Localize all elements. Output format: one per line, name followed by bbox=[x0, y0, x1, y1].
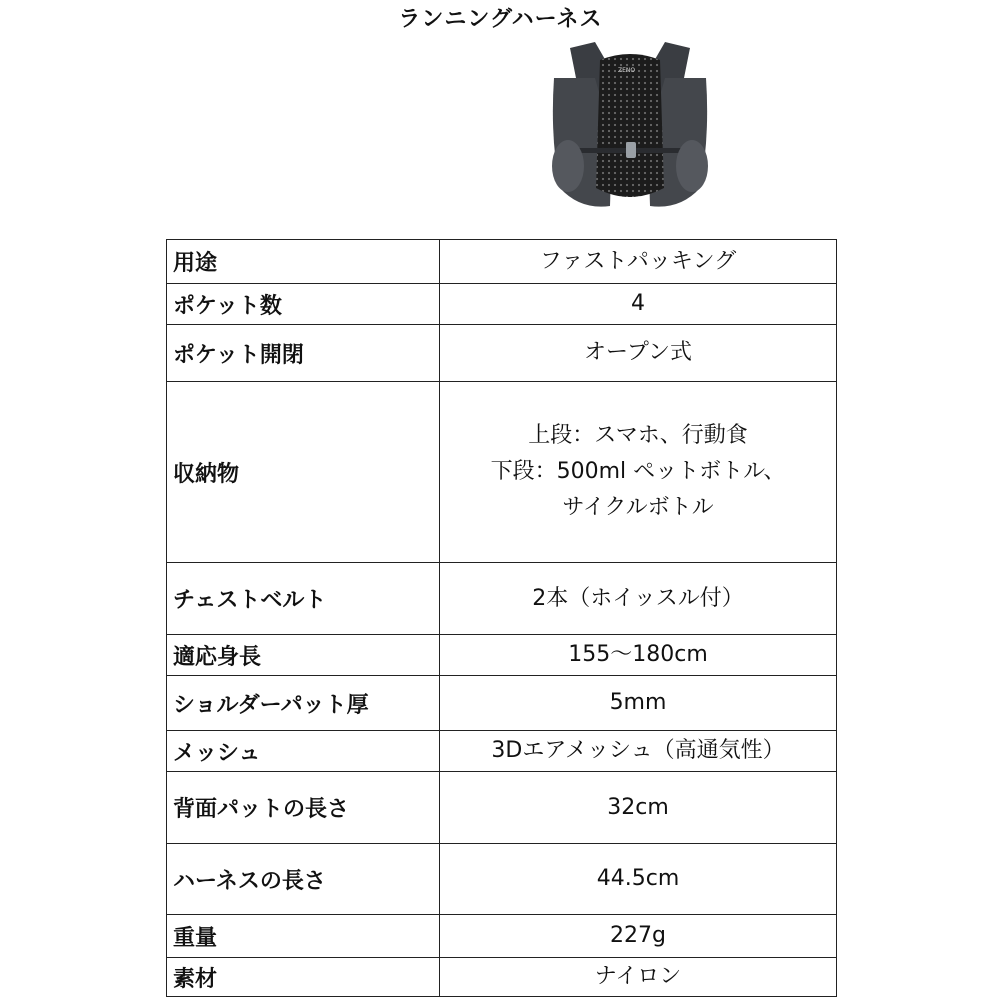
table-row bbox=[167, 284, 837, 325]
row-label: 用途 bbox=[167, 240, 440, 284]
row-label: ハーネスの長さ bbox=[167, 844, 440, 915]
row-value: 44.5cm bbox=[440, 844, 837, 915]
table-row bbox=[167, 772, 837, 844]
page-title: ランニングハーネス bbox=[398, 7, 603, 32]
table-row bbox=[167, 731, 837, 772]
table-row bbox=[167, 563, 837, 635]
row-value: 155〜180cm bbox=[440, 635, 837, 676]
product-image bbox=[540, 38, 720, 216]
row-value: 3Dエアメッシュ（高通気性） bbox=[440, 731, 837, 772]
row-value: ナイロン bbox=[440, 958, 837, 997]
row-label: 適応身長 bbox=[167, 635, 440, 676]
brand-logo-text: ZENO bbox=[618, 67, 636, 74]
table-row bbox=[167, 382, 837, 563]
row-value: 2本（ホイッスル付） bbox=[440, 563, 837, 635]
row-label: 素材 bbox=[167, 958, 440, 997]
table-row bbox=[167, 958, 837, 997]
row-label: 重量 bbox=[167, 915, 440, 958]
row-label: ショルダーパット厚 bbox=[167, 676, 440, 731]
table-row bbox=[167, 915, 837, 958]
table-row bbox=[167, 240, 837, 284]
table-row bbox=[167, 325, 837, 382]
row-label: 収納物 bbox=[167, 382, 440, 563]
row-value: 4 bbox=[440, 284, 837, 325]
row-label: ポケット開閉 bbox=[167, 325, 440, 382]
row-value: 上段：スマホ、行動食 下段：500ml ペットボトル、 サイクルボトル bbox=[440, 382, 837, 563]
row-value: 5mm bbox=[440, 676, 837, 731]
row-value: ファストパッキング bbox=[440, 240, 837, 284]
row-label: チェストベルト bbox=[167, 563, 440, 635]
table-row bbox=[167, 844, 837, 915]
table-row bbox=[167, 676, 837, 731]
row-label: ポケット数 bbox=[167, 284, 440, 325]
row-value: 32cm bbox=[440, 772, 837, 844]
table-row bbox=[167, 635, 837, 676]
spec-table bbox=[166, 239, 837, 997]
row-label: 背面パットの長さ bbox=[167, 772, 440, 844]
row-label: メッシュ bbox=[167, 731, 440, 772]
row-value: 227g bbox=[440, 915, 837, 958]
row-value: オープン式 bbox=[440, 325, 837, 382]
